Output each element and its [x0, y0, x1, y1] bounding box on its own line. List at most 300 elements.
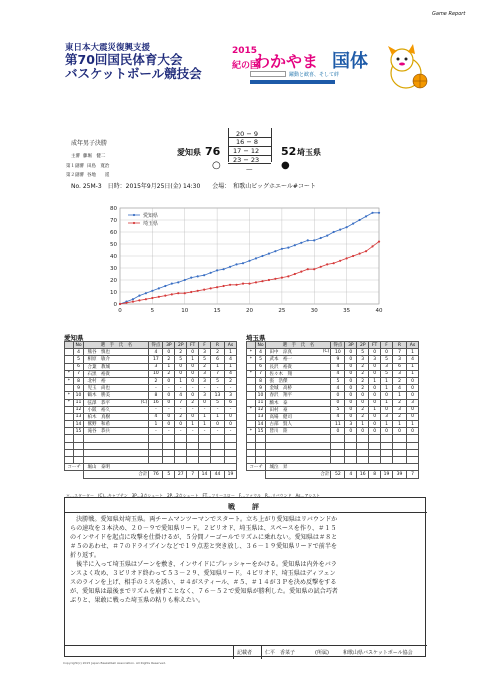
- data-point: [358, 253, 360, 255]
- table-row: [65, 421, 237, 428]
- player-points: 16: [149, 399, 163, 406]
- totals-row: [65, 471, 237, 478]
- data-point: [268, 279, 270, 281]
- player-2p: 0: [175, 421, 187, 428]
- roster-header-cell: No: [73, 342, 84, 349]
- player-points: 5: [331, 406, 345, 413]
- player-2p: 4: [175, 392, 187, 399]
- player-3p: 2: [163, 356, 175, 363]
- official-role: 第２副審: [66, 173, 84, 178]
- player-number: 14: [255, 421, 266, 428]
- table-row: [65, 363, 237, 370]
- empty-row: [247, 457, 419, 464]
- coach-label: コーチ: [65, 464, 84, 471]
- roster-header-cell: F: [199, 342, 211, 349]
- player-rebounds: 3: [392, 356, 406, 363]
- legend-text: ＊…スターター (C)…キャプテン 3P…3点シュート 2P…2点シュート FT…フリースロー F…ファウル R…リバウンド As…アシスト: [66, 493, 321, 498]
- player-3p: 0: [163, 421, 175, 428]
- data-point: [358, 219, 360, 221]
- player-3p: 2: [163, 370, 175, 377]
- game-report-label: Game Report: [432, 11, 466, 17]
- player-points: 4: [331, 363, 345, 370]
- total-p3: 5: [163, 471, 175, 478]
- legend-marker: [133, 222, 135, 224]
- data-point: [255, 257, 257, 259]
- player-assists: 0: [407, 428, 419, 435]
- player-ft: 0: [369, 392, 381, 399]
- player-number: 10: [73, 392, 84, 399]
- player-2p: 2: [357, 385, 369, 392]
- player-rebounds: 1: [392, 392, 406, 399]
- x-tick-label: 25: [278, 308, 286, 314]
- data-point: [203, 289, 205, 291]
- player-name: 春沢 翔平: [266, 392, 331, 399]
- player-number: 4: [73, 349, 84, 356]
- starter-mark: [65, 363, 74, 370]
- data-point: [184, 279, 186, 281]
- player-name: 鶴木 勝美: [84, 392, 149, 399]
- player-rebounds: 1: [392, 421, 406, 428]
- player-name: 滝谷 恭兵: [84, 428, 149, 435]
- logo-kinokuni: 紀の国: [232, 61, 260, 71]
- roster-header-cell: 2P: [175, 342, 187, 349]
- player-fouls: 0: [381, 406, 393, 413]
- official-name: 谷地 遥: [86, 173, 110, 178]
- team-b-name: 埼玉県: [297, 148, 321, 157]
- total-p2: 27: [175, 471, 187, 478]
- player-rebounds: 1: [210, 363, 224, 370]
- starter-mark: *: [247, 349, 256, 356]
- player-points: 8: [149, 392, 163, 399]
- player-name: 長沢 裕貴: [266, 363, 331, 370]
- player-2p: 0: [357, 428, 369, 435]
- player-points: 0: [331, 428, 345, 435]
- x-tick-label: 0: [118, 308, 122, 314]
- data-point: [223, 268, 225, 270]
- player-3p: 0: [345, 377, 357, 384]
- starter-mark: [247, 413, 256, 420]
- quarter-scores: [222, 128, 282, 180]
- logo-bar: [250, 80, 335, 84]
- logo-tagline: 躍動と歓喜、そして絆: [289, 72, 340, 78]
- total-pts: 52: [331, 471, 345, 478]
- data-point: [210, 272, 212, 274]
- player-fouls: 1: [381, 377, 393, 384]
- x-tick-label: 35: [343, 308, 351, 314]
- player-assists: 0: [225, 413, 237, 420]
- player-assists: -: [225, 406, 237, 413]
- player-points: 4: [149, 349, 163, 356]
- player-2p: 2: [175, 413, 187, 420]
- game-review: [64, 497, 426, 657]
- player-points: 1: [149, 421, 163, 428]
- x-tick-label: 5: [150, 308, 155, 314]
- player-points: 11: [331, 421, 345, 428]
- data-point: [346, 226, 348, 228]
- ot-score: —: [246, 165, 253, 173]
- table-row: [247, 363, 419, 370]
- data-point: [216, 269, 218, 271]
- team-a-win-mark: ○: [212, 160, 221, 171]
- data-point: [352, 223, 354, 225]
- player-2p: 1: [357, 421, 369, 428]
- player-assists: 0: [407, 392, 419, 399]
- player-fouls: 3: [199, 370, 211, 377]
- player-assists: 6: [225, 399, 237, 406]
- table-row: [65, 399, 237, 406]
- starter-mark: *: [65, 377, 74, 384]
- total-f: 19: [381, 471, 393, 478]
- player-name: 武本 裕一: [266, 356, 331, 363]
- official-1: [71, 153, 105, 159]
- roster-header-cell: FT: [187, 342, 199, 349]
- data-point: [313, 268, 315, 270]
- data-point: [313, 239, 315, 241]
- table-row: [65, 413, 237, 420]
- player-2p: 0: [175, 363, 187, 370]
- player-name: 北村 裕: [84, 377, 149, 384]
- player-assists: 3: [407, 399, 419, 406]
- total-label: 合計: [266, 471, 331, 478]
- starter-mark: [65, 428, 74, 435]
- data-point: [171, 283, 173, 285]
- player-assists: 1: [407, 349, 419, 356]
- player-3p: 1: [163, 363, 175, 370]
- data-point: [365, 250, 367, 252]
- data-point: [125, 302, 127, 304]
- player-points: 4: [331, 370, 345, 377]
- data-point: [171, 293, 173, 295]
- team-b-roster-title: 埼玉県: [246, 334, 266, 342]
- player-name: 石黒 裕貴: [84, 370, 149, 377]
- player-fouls: 5: [381, 356, 393, 363]
- mascot-icon: [380, 43, 430, 91]
- player-ft: 2: [187, 399, 199, 406]
- player-points: 5: [331, 377, 345, 384]
- player-name: 相原 敏介: [84, 356, 149, 363]
- player-number: 7: [255, 370, 266, 377]
- official-name: 藤堀 健二: [82, 154, 106, 159]
- data-point: [177, 292, 179, 294]
- player-ft: -: [187, 406, 199, 413]
- player-fouls: 0: [381, 349, 393, 356]
- team-a-roster-table: [64, 341, 237, 479]
- official-2: [66, 163, 109, 169]
- data-point: [378, 212, 380, 214]
- player-assists: 1: [407, 421, 419, 428]
- x-tick-label: 10: [181, 308, 189, 314]
- legend-label: 愛知県: [143, 213, 159, 219]
- player-fouls: -: [199, 385, 211, 392]
- data-point: [371, 212, 373, 214]
- table-row: [65, 377, 237, 384]
- player-ft: 1: [187, 421, 199, 428]
- data-point: [261, 280, 263, 282]
- player-rebounds: -: [210, 385, 224, 392]
- player-fouls: 5: [199, 356, 211, 363]
- table-row: [247, 392, 419, 399]
- total-pts: 76: [149, 471, 163, 478]
- player-ft: 1: [369, 406, 381, 413]
- player-3p: 0: [345, 349, 357, 356]
- player-fouls: -: [199, 406, 211, 413]
- player-assists: 1: [225, 363, 237, 370]
- player-number: 13: [255, 413, 266, 420]
- player-ft: 1: [369, 377, 381, 384]
- data-point: [229, 284, 231, 286]
- player-fouls: 1: [199, 421, 211, 428]
- data-point: [300, 271, 302, 273]
- player-points: 3: [149, 363, 163, 370]
- player-rebounds: 2: [392, 413, 406, 420]
- player-2p: 5: [175, 356, 187, 363]
- empty-row: [65, 442, 237, 449]
- player-number: 10: [255, 392, 266, 399]
- player-2p: 2: [175, 349, 187, 356]
- team-b-roster-table: [246, 341, 419, 479]
- player-number: 15: [255, 428, 266, 435]
- player-assists: 1: [407, 363, 419, 370]
- q1-score: 20 − 9: [236, 130, 259, 138]
- player-fouls: 3: [199, 392, 211, 399]
- data-point: [281, 248, 283, 250]
- logo-year: 2015: [232, 46, 258, 56]
- data-point: [326, 235, 328, 237]
- table-row: [65, 392, 237, 399]
- player-name: 駒木 泰: [266, 399, 331, 406]
- table-row: [65, 370, 237, 377]
- player-3p: 0: [345, 406, 357, 413]
- game-category: 成年男子決勝: [71, 140, 108, 147]
- player-name: 高場 健司: [266, 413, 331, 420]
- player-ft: 0: [187, 370, 199, 377]
- player-number: 7: [73, 370, 84, 377]
- player-fouls: 0: [199, 399, 211, 406]
- team-a-score: 76: [205, 145, 221, 158]
- player-2p: 0: [357, 392, 369, 399]
- data-point: [294, 244, 296, 246]
- team-a-roster-title: 愛知県: [64, 334, 84, 342]
- table-row: [247, 421, 419, 428]
- roster-header-cell: R: [210, 342, 224, 349]
- player-2p: 2: [357, 363, 369, 370]
- player-number: 6: [73, 363, 84, 370]
- empty-row: [65, 435, 237, 442]
- data-point: [177, 281, 179, 283]
- legend-marker: [133, 214, 135, 216]
- player-points: 10: [149, 370, 163, 377]
- roster-header-cell: 2P: [357, 342, 369, 349]
- player-rebounds: 7: [210, 370, 224, 377]
- player-assists: 0: [407, 377, 419, 384]
- player-3p: 0: [163, 392, 175, 399]
- player-name: 古部 賢人: [266, 421, 331, 428]
- data-point: [190, 291, 192, 293]
- data-point: [287, 275, 289, 277]
- table-row: [65, 385, 237, 392]
- roster-header-cell: 3P: [345, 342, 357, 349]
- q3-score: 17 − 12: [233, 147, 260, 155]
- player-points: 2: [149, 377, 163, 384]
- player-2p: 5: [357, 349, 369, 356]
- y-tick-label: 60: [110, 230, 117, 236]
- data-point: [151, 290, 153, 292]
- data-point: [197, 290, 199, 292]
- total-ft: 8: [369, 471, 381, 478]
- player-number: 15: [73, 428, 84, 435]
- player-3p: 0: [345, 392, 357, 399]
- player-assists: 0: [225, 421, 237, 428]
- x-tick-label: 40: [375, 308, 383, 314]
- player-ft: 0: [369, 421, 381, 428]
- coach-row: [247, 464, 419, 471]
- table-row: [247, 399, 419, 406]
- x-tick-label: 20: [246, 308, 253, 314]
- player-assists: 1: [407, 370, 419, 377]
- x-tick-label: 30: [310, 308, 318, 314]
- data-point: [197, 275, 199, 277]
- player-fouls: 1: [381, 385, 393, 392]
- data-point: [235, 263, 237, 265]
- player-assists: 0: [407, 385, 419, 392]
- data-point: [223, 285, 225, 287]
- player-2p: -: [175, 428, 187, 435]
- player-name: 熊谷 慎也: [84, 349, 149, 356]
- data-point: [333, 262, 335, 264]
- score-progress-chart: [96, 200, 396, 325]
- player-name: 鷲野 和希: [84, 421, 149, 428]
- data-point: [229, 266, 231, 268]
- official-role: 主審: [71, 154, 80, 159]
- starter-mark: *: [247, 356, 256, 363]
- player-rebounds: 2: [210, 349, 224, 356]
- coach-name: 城泣 昇: [266, 464, 419, 471]
- player-fouls: 3: [199, 349, 211, 356]
- data-point: [248, 283, 250, 285]
- data-point: [371, 245, 373, 247]
- data-point: [365, 215, 367, 217]
- data-point: [203, 274, 205, 276]
- player-rebounds: 0: [210, 421, 224, 428]
- roster-header-cell: R: [392, 342, 406, 349]
- player-2p: 3: [357, 356, 369, 363]
- player-rebounds: 0: [392, 428, 406, 435]
- player-name: 佐々木 翔: [266, 370, 331, 377]
- coach-label: コーチ: [247, 464, 266, 471]
- data-point: [307, 239, 309, 241]
- data-point: [352, 255, 354, 257]
- player-ft: 0: [369, 349, 381, 356]
- data-point: [138, 295, 140, 297]
- total-ft: 7: [187, 471, 199, 478]
- player-rebounds: 13: [210, 392, 224, 399]
- player-ft: 0: [369, 385, 381, 392]
- player-3p: -: [163, 406, 175, 413]
- player-assists: 3: [225, 392, 237, 399]
- y-tick-label: 70: [110, 218, 117, 224]
- player-rebounds: 4: [392, 385, 406, 392]
- affiliation-name: 和歌山県バスケットボール協会: [343, 650, 413, 656]
- data-point: [346, 257, 348, 259]
- data-point: [281, 277, 283, 279]
- data-point: [326, 263, 328, 265]
- logo-wakayama: わかやま: [254, 52, 319, 71]
- data-point: [164, 295, 166, 297]
- player-2p: 0: [175, 370, 187, 377]
- y-tick-label: 40: [110, 254, 117, 260]
- player-3p: 0: [163, 399, 175, 406]
- table-row: [65, 406, 237, 413]
- coach-row: [65, 464, 237, 471]
- roster-header-row: [65, 342, 237, 349]
- data-point: [132, 298, 134, 300]
- empty-row: [65, 457, 237, 464]
- roster-header-cell: FT: [369, 342, 381, 349]
- player-number: 8: [255, 377, 266, 384]
- player-name: 弦澤 恭平 (C): [84, 399, 149, 406]
- player-fouls: 1: [381, 399, 393, 406]
- player-ft: 0: [369, 363, 381, 370]
- player-3p: 0: [345, 356, 357, 363]
- data-point: [339, 229, 341, 231]
- player-points: 10: [331, 349, 345, 356]
- data-point: [333, 231, 335, 233]
- roster-header-cell: 得点: [149, 342, 163, 349]
- logo-kokutai: 国体: [332, 51, 368, 72]
- starter-mark: [65, 349, 74, 356]
- starter-mark: *: [65, 399, 74, 406]
- player-name: 児玉 尚也: [84, 385, 149, 392]
- starter-mark: [247, 363, 256, 370]
- player-rebounds: 2: [392, 377, 406, 384]
- player-2p: 2: [357, 377, 369, 384]
- player-points: 4: [149, 413, 163, 420]
- player-2p: -: [175, 385, 187, 392]
- player-fouls: 1: [199, 413, 211, 420]
- player-ft: -: [187, 428, 199, 435]
- team-b-loss-mark: ●: [281, 160, 290, 171]
- game-info: No. 25M-3 日時：2015年9月25日(金) 14:30 会場： 和歌山ビッグホエール#コート: [71, 183, 316, 190]
- data-point: [307, 268, 309, 270]
- total-as: 7: [407, 471, 419, 478]
- data-point: [145, 292, 147, 294]
- data-point: [378, 241, 380, 243]
- table-row: [65, 349, 237, 356]
- data-point: [210, 287, 212, 289]
- review-title: 戦 評: [228, 503, 264, 511]
- player-points: -: [149, 385, 163, 392]
- starter-mark: *: [65, 392, 74, 399]
- data-point: [255, 281, 257, 283]
- player-name: 小阪 裕久: [84, 406, 149, 413]
- player-number: 11: [255, 399, 266, 406]
- player-number: 5: [255, 356, 266, 363]
- player-3p: 0: [163, 413, 175, 420]
- starter-mark: [247, 385, 256, 392]
- player-assists: 4: [225, 356, 237, 363]
- total-p2: 16: [357, 471, 369, 478]
- coach-name: 堀山 泰明: [84, 464, 237, 471]
- player-number: 5: [73, 356, 84, 363]
- player-rebounds: 5: [210, 399, 224, 406]
- player-3p: 0: [345, 363, 357, 370]
- q4-score: 23 − 23: [233, 156, 260, 164]
- starter-mark: [65, 356, 74, 363]
- starter-mark: *: [247, 428, 256, 435]
- player-2p: 7: [175, 399, 187, 406]
- roster-header-cell: 選 手 氏 名: [266, 342, 331, 349]
- player-3p: 0: [345, 399, 357, 406]
